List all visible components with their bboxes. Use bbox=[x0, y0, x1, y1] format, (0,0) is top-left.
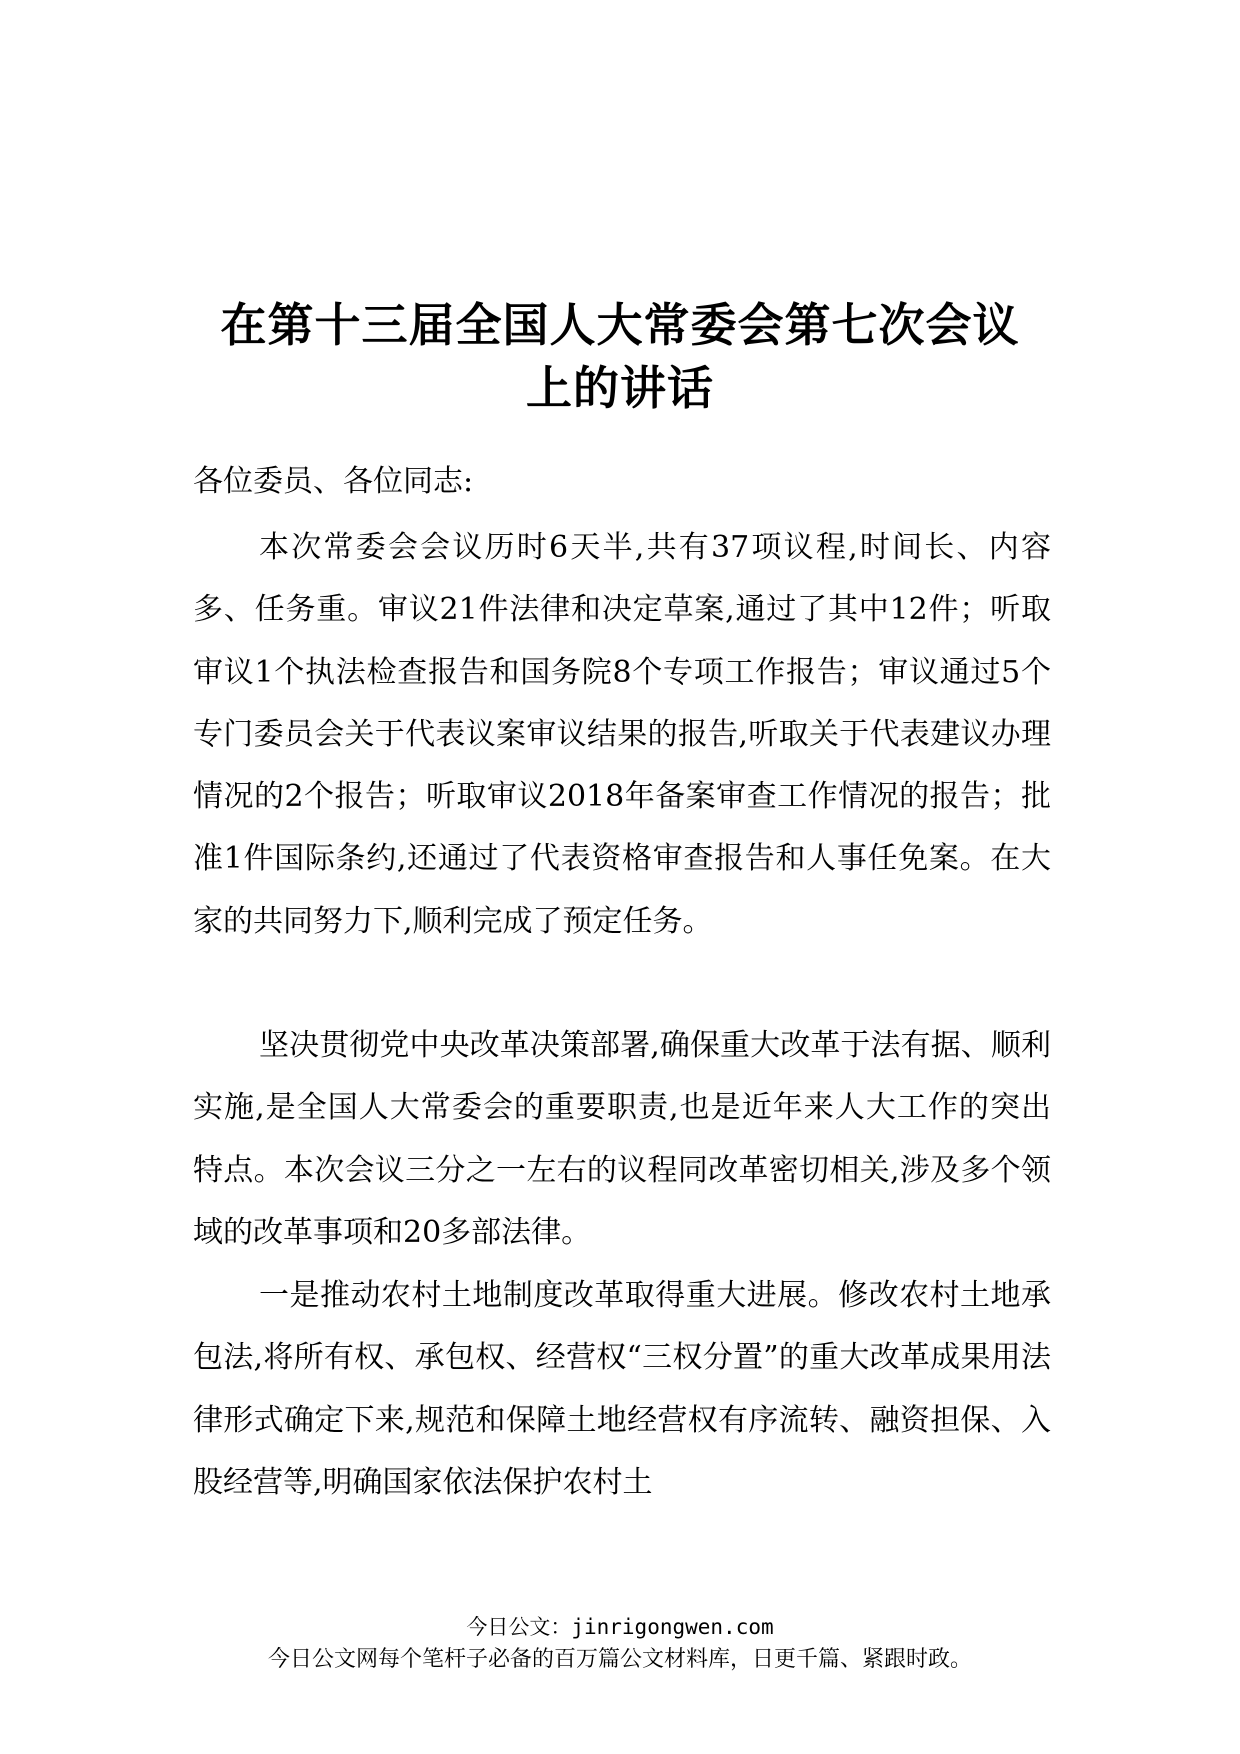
footer-slogan: 今日公文网每个笔杆子必备的百万篇公文材料库，日更千篇、紧跟时政。 bbox=[267, 1647, 972, 1672]
footer-site-url[interactable]: jinrigongwen.com bbox=[571, 1615, 774, 1639]
document-title-line-1: 在第十三届全国人大常委会第七次会议 bbox=[220, 298, 1020, 352]
footer-site-label: 今日公文： bbox=[466, 1615, 572, 1639]
document-title-line-2: 上的讲话 bbox=[526, 361, 714, 415]
footer-site bbox=[0, 1613, 1240, 1641]
body-paragraph-2: 坚决贯彻党中央改革决策部署,确保重大改革于法有据、顺利实施,是全国人大常委会的重要职责,也是近年来人大工作的突出特点。本次会议三分之一左右的议程同改革密切相关,涉及多个领域的改革事项和20多部法律。 bbox=[193, 1028, 1051, 1250]
body-paragraph-1: 本次常委会会议历时6天半,共有37项议程,时间长、内容多、任务重。审议21件法律和决定草案,通过了其中12件；听取审议1个执法检查报告和国务院8个专项工作报告；审议通过5个专门委员会关于代表议案审议结果的报告,听取关于代表建议办理情况的2个报告；听取审议2018年备案审查工作情况的报告；批准1件国际条约,还通过了代表资格审查报告和人事任免案。在大家的共同努力下,顺利完成了预定任务。 bbox=[193, 530, 1051, 939]
salutation: 各位委员、各位同志: bbox=[193, 464, 474, 499]
body-paragraph-3: 一是推动农村土地制度改革取得重大进展。修改农村土地承包法,将所有权、承包权、经营权“三权分置”的重大改革成果用法律形式确定下来,规范和保障土地经营权有序流转、融资担保、入股经营等,明确国家依法保护农村土 bbox=[193, 1278, 1051, 1500]
